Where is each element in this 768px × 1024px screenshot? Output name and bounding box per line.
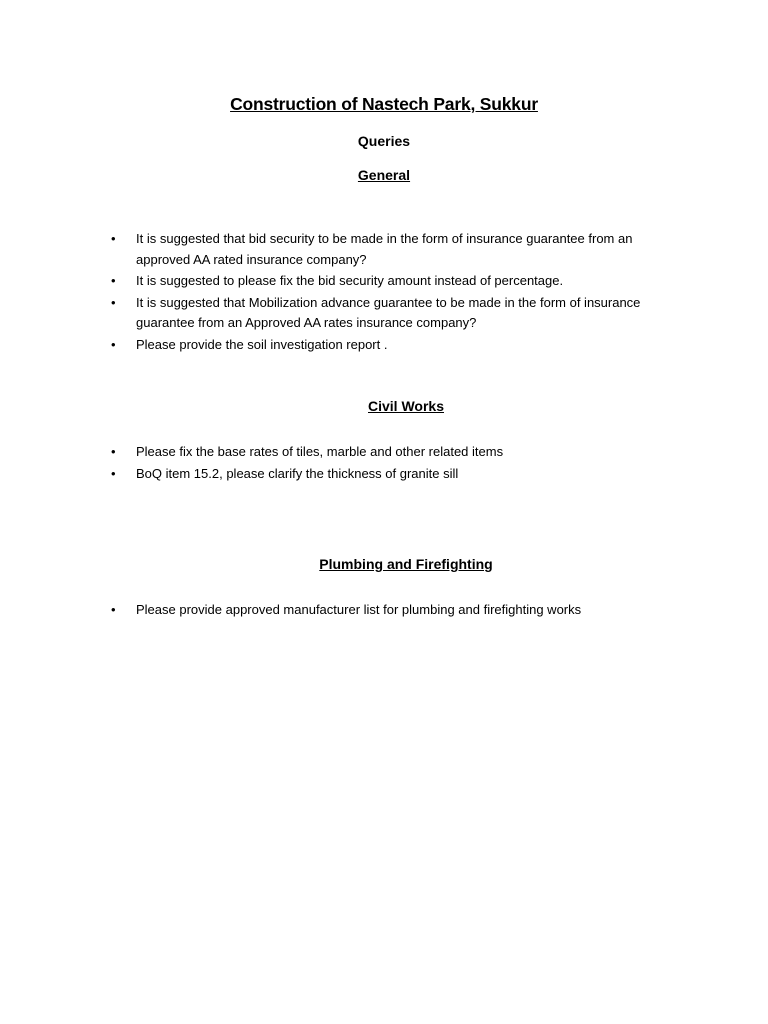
section-heading-general: General xyxy=(357,167,411,183)
list-item-text: Please fix the base rates of tiles, marble and other related items xyxy=(136,444,504,459)
document-title: Construction of Nastech Park, Sukkur xyxy=(230,94,538,114)
list-item-text: It is suggested that Mobilization advance guarantee to be made in the form of insurance guarantee from an Approved AA rates insurance company? xyxy=(136,294,641,330)
bullet-icon: • xyxy=(111,465,116,481)
list-item-text: Please provide the soil investigation report . xyxy=(136,336,388,352)
section-heading-plumbing-firefighting: Plumbing and Firefighting xyxy=(319,556,493,572)
list-item xyxy=(110,335,690,356)
bullet-icon: • xyxy=(111,602,116,617)
bullet-icon: • xyxy=(111,231,116,246)
list-item-text: It is suggested that bid security to be made in the form of insurance guarantee from an approved AA rated insurance company? xyxy=(136,231,633,267)
list-item xyxy=(110,229,690,270)
plumbing-firefighting-queries-list xyxy=(110,600,690,622)
list-item xyxy=(110,293,690,334)
list-item xyxy=(110,271,690,292)
bullet-icon: • xyxy=(111,273,116,288)
general-queries-list xyxy=(110,229,690,356)
list-item xyxy=(110,442,690,463)
bullet-icon: • xyxy=(111,336,116,352)
bullet-icon: • xyxy=(111,444,116,459)
bullet-icon: • xyxy=(111,294,116,310)
list-item-text: It is suggested to please fix the bid security amount instead of percentage. xyxy=(136,273,564,288)
section-heading-civil-works: Civil Works xyxy=(368,398,444,414)
civil-works-queries-list xyxy=(110,442,690,485)
document-subtitle: Queries xyxy=(357,133,411,149)
list-item xyxy=(110,600,690,621)
list-item xyxy=(110,464,690,485)
list-item-text: BoQ item 15.2, please clarify the thickness of granite sill xyxy=(136,465,459,481)
list-item-text: Please provide approved manufacturer list for plumbing and firefighting works xyxy=(136,602,582,617)
